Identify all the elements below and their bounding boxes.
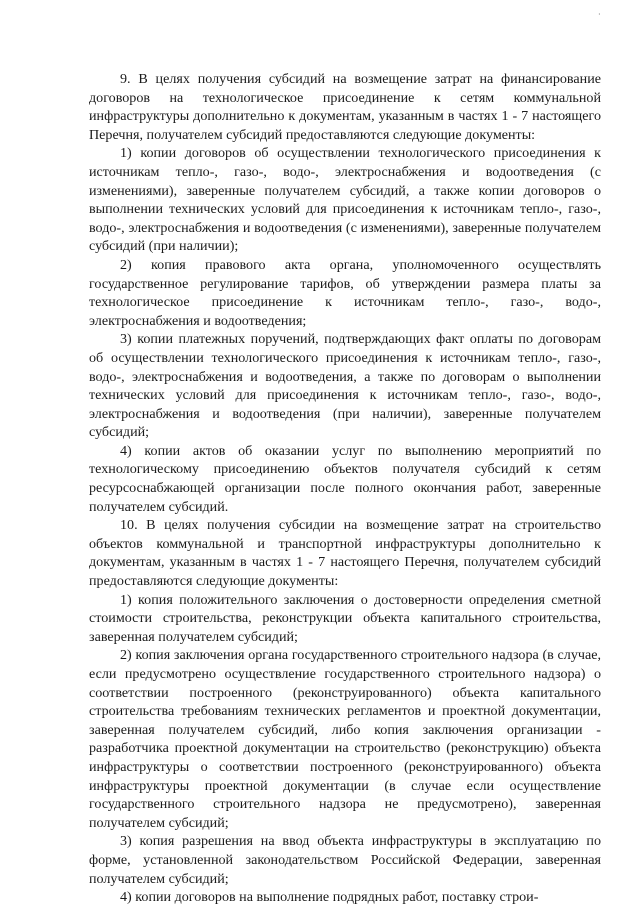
paragraph-9-item-1: 1) копии договоров об осуществлении технологического присоединения к источникам тепло-, газо-, водо-, электроснабжения и водоотведения (с изменениями), заверенные получателем субсидий, а также копии договоров о выполнении технических условий для присоединения к источникам тепло-, газо-, водо-, электроснабжения и водоотведения (с изменениями), заверенные получателем субсидий (при наличии); [89,145,601,255]
paragraph-10-item-4: 4) копии договоров на выполнение подрядных работ, поставку строи- [120,889,539,906]
paragraph-9-item-4: 4) копии актов об оказании услуг по выполнению мероприятий по технологическому присоединению объектов получателя субсидий к сетям ресурсоснабжающей организации после полного окончания работ, заверенные получателем субсидий. [89,442,601,515]
document-body [89,70,601,907]
paragraph-10: 10. В целях получения субсидии на возмещение затрат на строительство объектов коммунальной и транспортной инфраструктуры дополнительно к документам, указанным в частях 1 - 7 настоящего Перечня, получателем субсидий предоставляются следующие документы: [89,517,601,590]
paragraph-10-item-2: 2) копия заключения органа государственного строительного надзора (в случае, если предусмотрено осуществление государственного строительного надзора) о соответствии построенного (реконструированного) объекта капитального строительства требованиям технических регламентов и проектной документации, заверенная получателем субсидий, либо копия заключения организации - разработчика проектной документации на строительство (реконструкцию) объекта инфраструктуры о соответствии построенного (реконструированного) объекта инфраструктуры проектной документации (в случае если осуществление государственного строительного надзора не предусмотрено), заверенная получателем субсидий; [89,647,601,831]
paragraph-10-item-3: 3) копия разрешения на ввод объекта инфраструктуры в эксплуатацию по форме, установленной законодательством Российской Федерации, заверенная получателем субсидий; [89,833,601,887]
paragraph-9: 9. В целях получения субсидий на возмещение затрат на финансирование договоров на технологическое присоединение к сетям коммунальной инфраструктуры дополнительно к документам, указанным в частях 1 - 7 настоящего Перечня, получателем субсидий предоставляются следующие документы: [89,71,601,143]
paragraph-9-item-3: 3) копии платежных поручений, подтверждающих факт оплаты по договорам об осуществлении технологического присоединения к источникам тепло-, газо-, водо-, электроснабжения и водоотведения, а также по договорам о выполнении технических условий для присоединения к источникам тепло-, газо-, водо-, электроснабжения и водоотведения (при наличии), заверенные получателем субсидий; [89,331,601,441]
paragraph-9-item-2: 2) копия правового акта органа, уполномоченного осуществлять государственное регулирование тарифов, об утверждении размера платы за технологическое присоединение к источникам тепло-, газо-, водо-, электроснабжения и водоотведения; [89,256,601,329]
paragraph-10-item-1: 1) копия положительного заключения о достоверности определения сметной стоимости строительства, реконструкции объекта капитального строительства, заверенная получателем субсидий; [89,591,601,645]
page-mark: · [598,10,601,19]
